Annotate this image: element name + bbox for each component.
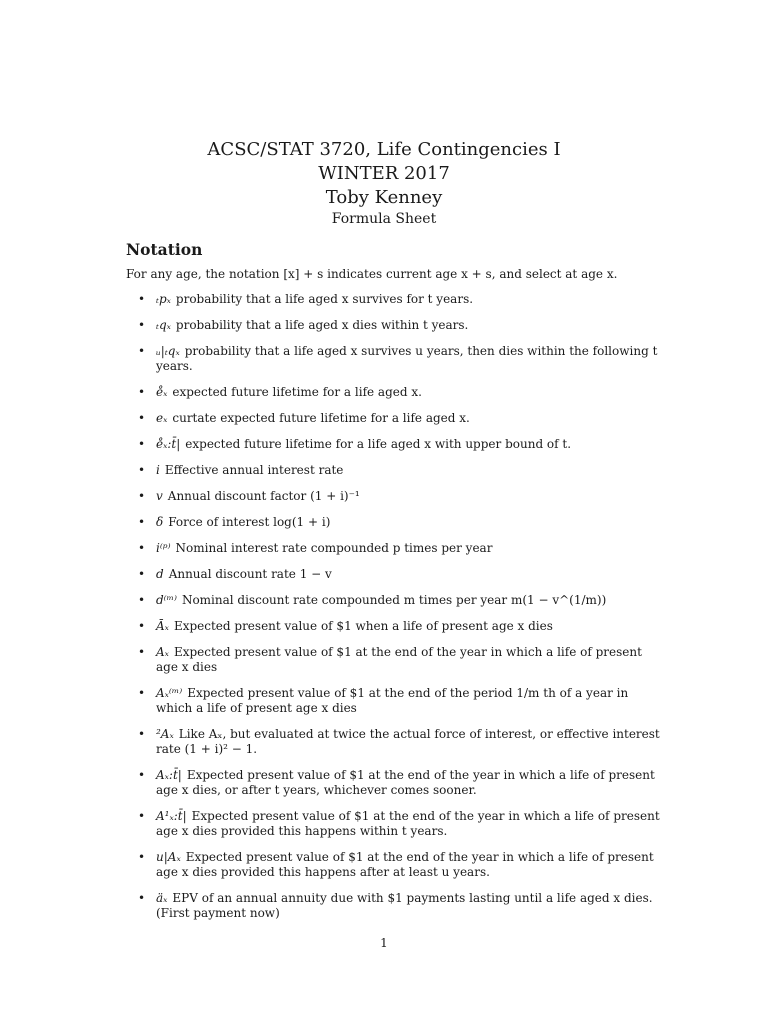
list-item xyxy=(126,515,666,530)
notation-description: Force of interest log(1 + i) xyxy=(168,515,331,529)
notation-description: EPV of an annual annuity due with $1 payments lasting until a life aged x dies. (First payment now) xyxy=(156,891,653,920)
notation-symbol: v xyxy=(156,489,163,503)
notation-description: probability that a life aged x dies within t years. xyxy=(175,318,469,332)
notation-symbol: u|Aₓ xyxy=(156,850,181,864)
notation-symbol: d⁽ᵐ⁾ xyxy=(156,593,177,607)
notation-symbol: ₜpₓ xyxy=(156,292,171,306)
list-item xyxy=(126,411,666,426)
list-item xyxy=(126,593,666,608)
notation-description: probability that a life aged x survives u years, then dies within the following t years. xyxy=(156,344,658,373)
notation-description: Annual discount factor (1 + i)⁻¹ xyxy=(167,489,360,503)
list-item xyxy=(126,850,666,880)
list-item xyxy=(126,809,666,839)
list-item xyxy=(126,619,666,634)
notation-description: Like Aₓ, but evaluated at twice the actual force of interest, or effective interest rate (1 + i)² − 1. xyxy=(156,727,660,756)
list-item xyxy=(126,645,666,675)
list-item xyxy=(126,292,666,307)
notation-description: Expected present value of $1 at the end of the period 1/m th of a year in which a life of present age x dies xyxy=(156,686,629,715)
notation-symbol: δ xyxy=(156,515,164,529)
notation-description: Nominal discount rate compounded m times per year m(1 − v^(1/m)) xyxy=(181,593,607,607)
list-item xyxy=(126,318,666,333)
notation-symbol: Aₓ:t̄| xyxy=(156,768,182,782)
notation-description: Effective annual interest rate xyxy=(164,463,344,477)
term-title: WINTER 2017 xyxy=(318,163,450,184)
notation-symbol: i xyxy=(156,463,160,477)
notation-symbol: d xyxy=(156,567,164,581)
list-item xyxy=(126,489,666,504)
document-subtitle: Formula Sheet xyxy=(331,211,437,227)
notation-symbol: Aₓ xyxy=(156,645,169,659)
list-item xyxy=(126,463,666,478)
notation-description: expected future lifetime for a life aged x with upper bound of t. xyxy=(185,437,572,451)
notation-symbol: äₓ xyxy=(156,891,168,905)
title-block xyxy=(0,138,768,228)
notation-symbol: Āₓ xyxy=(156,619,169,633)
notation-description: Expected present value of $1 when a life of present age x dies xyxy=(173,619,553,633)
notation-list xyxy=(126,292,666,932)
notation-description: Expected present value of $1 at the end of the year in which a life of present age x dies provided this happens within t years. xyxy=(156,809,660,838)
notation-symbol: e̊ₓ:t̄| xyxy=(156,437,181,451)
section-heading-notation: Notation xyxy=(126,240,203,259)
notation-symbol: e̊ₓ xyxy=(156,385,168,399)
notation-description: Expected present value of $1 at the end of the year in which a life of present age x dies xyxy=(156,645,642,674)
page-number: 1 xyxy=(380,936,388,950)
notation-symbol: ²Aₓ xyxy=(156,727,174,741)
list-item xyxy=(126,727,666,757)
notation-symbol: ᵤ|ₜqₓ xyxy=(156,344,180,358)
author-name: Toby Kenney xyxy=(325,187,443,208)
list-item xyxy=(126,686,666,716)
notation-description: Expected present value of $1 at the end of the year in which a life of present age x dies provided this happens after at least u years. xyxy=(156,850,654,879)
list-item xyxy=(126,541,666,556)
notation-description: probability that a life aged x survives for t years. xyxy=(175,292,474,306)
list-item xyxy=(126,891,666,921)
notation-symbol: eₓ xyxy=(156,411,168,425)
notation-symbol: i⁽ᵖ⁾ xyxy=(156,541,171,555)
list-item xyxy=(126,385,666,400)
list-item xyxy=(126,567,666,582)
notation-intro: For any age, the notation [x] + s indicates current age x + s, and select at age x. xyxy=(126,267,618,281)
course-title: ACSC/STAT 3720, Life Contingencies I xyxy=(207,139,561,160)
list-item xyxy=(126,768,666,798)
notation-description: Expected present value of $1 at the end of the year in which a life of present age x dies, or after t years, whichever comes sooner. xyxy=(156,768,655,797)
notation-description: expected future lifetime for a life aged x. xyxy=(172,385,422,399)
notation-symbol: A¹ₓ:t̄| xyxy=(156,809,187,823)
notation-description: curtate expected future lifetime for a life aged x. xyxy=(172,411,470,425)
list-item xyxy=(126,437,666,452)
notation-description: Annual discount rate 1 − v xyxy=(168,567,332,581)
notation-symbol: Aₓ⁽ᵐ⁾ xyxy=(156,686,183,700)
notation-description: Nominal interest rate compounded p times per year xyxy=(175,541,493,555)
list-item xyxy=(126,344,666,374)
notation-symbol: ₜqₓ xyxy=(156,318,171,332)
